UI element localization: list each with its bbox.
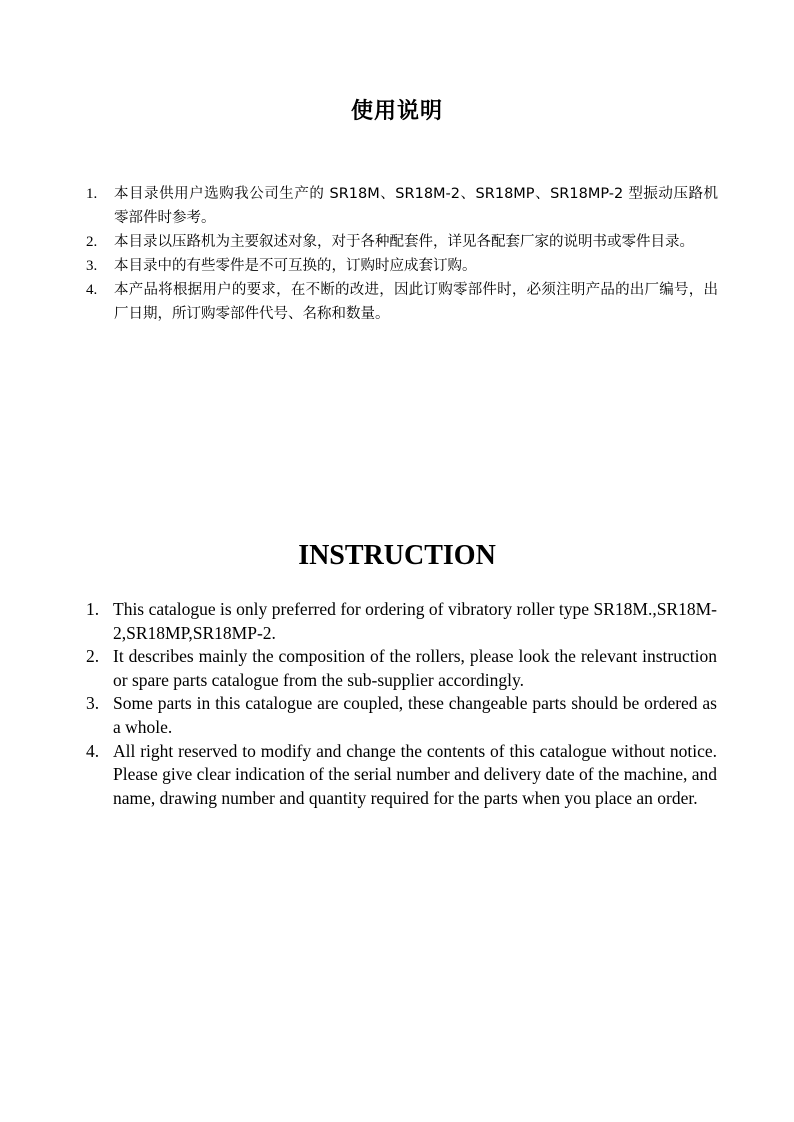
chinese-instruction-list [86, 182, 718, 326]
item-text: It describes mainly the composition of the rollers, please look the relevant instruction or spare parts catalogue from the sub-supplier accordingly. [113, 646, 717, 690]
item-text: 本产品将根据用户的要求，在不断的改进，因此订购零部件时，必须注明产品的出厂编号，出厂日期，所订购零部件代号、名称和数量。 [114, 282, 718, 322]
item-number: 3. [86, 258, 98, 274]
item-number: 2. [86, 234, 98, 250]
item-number: 3. [86, 693, 100, 714]
list-item [86, 598, 717, 645]
item-number: 1. [86, 186, 98, 202]
item-number: 4. [86, 282, 98, 298]
list-item [86, 182, 718, 230]
item-text: This catalogue is only preferred for ordering of vibratory roller type SR18M.,SR18M-2,SR18MP,SR18MP-2. [113, 599, 717, 643]
list-item [86, 278, 718, 326]
item-text: 本目录中的有些零件是不可互换的，订购时应成套订购。 [114, 258, 477, 274]
item-text: All right reserved to modify and change the contents of this catalogue without notice. Please give clear indication of the serial number and delivery date of the machine, and name, drawing number and quantity required for the parts when you place an order. [113, 740, 717, 808]
item-number: 1. [86, 599, 100, 619]
item-text: 本目录以压路机为主要叙述对象，对于各种配套件，详见各配套厂家的说明书或零件目录。 [114, 234, 694, 250]
list-item [86, 254, 718, 278]
list-item [86, 230, 718, 254]
item-number: 2. [86, 646, 100, 667]
item-text: Some parts in this catalogue are coupled, these changeable parts should be ordered as a whole. [113, 693, 717, 737]
list-item [86, 645, 717, 692]
english-title: INSTRUCTION [298, 540, 496, 571]
list-item [86, 692, 717, 739]
english-instruction-list [86, 598, 717, 810]
list-item [86, 740, 717, 811]
item-text: 本目录供用户选购我公司生产的 SR18M、SR18M-2、SR18MP、SR18MP-2 型振动压路机零部件时参考。 [114, 186, 718, 226]
item-number: 4. [86, 740, 100, 761]
chinese-title: 使用说明 [350, 99, 443, 124]
